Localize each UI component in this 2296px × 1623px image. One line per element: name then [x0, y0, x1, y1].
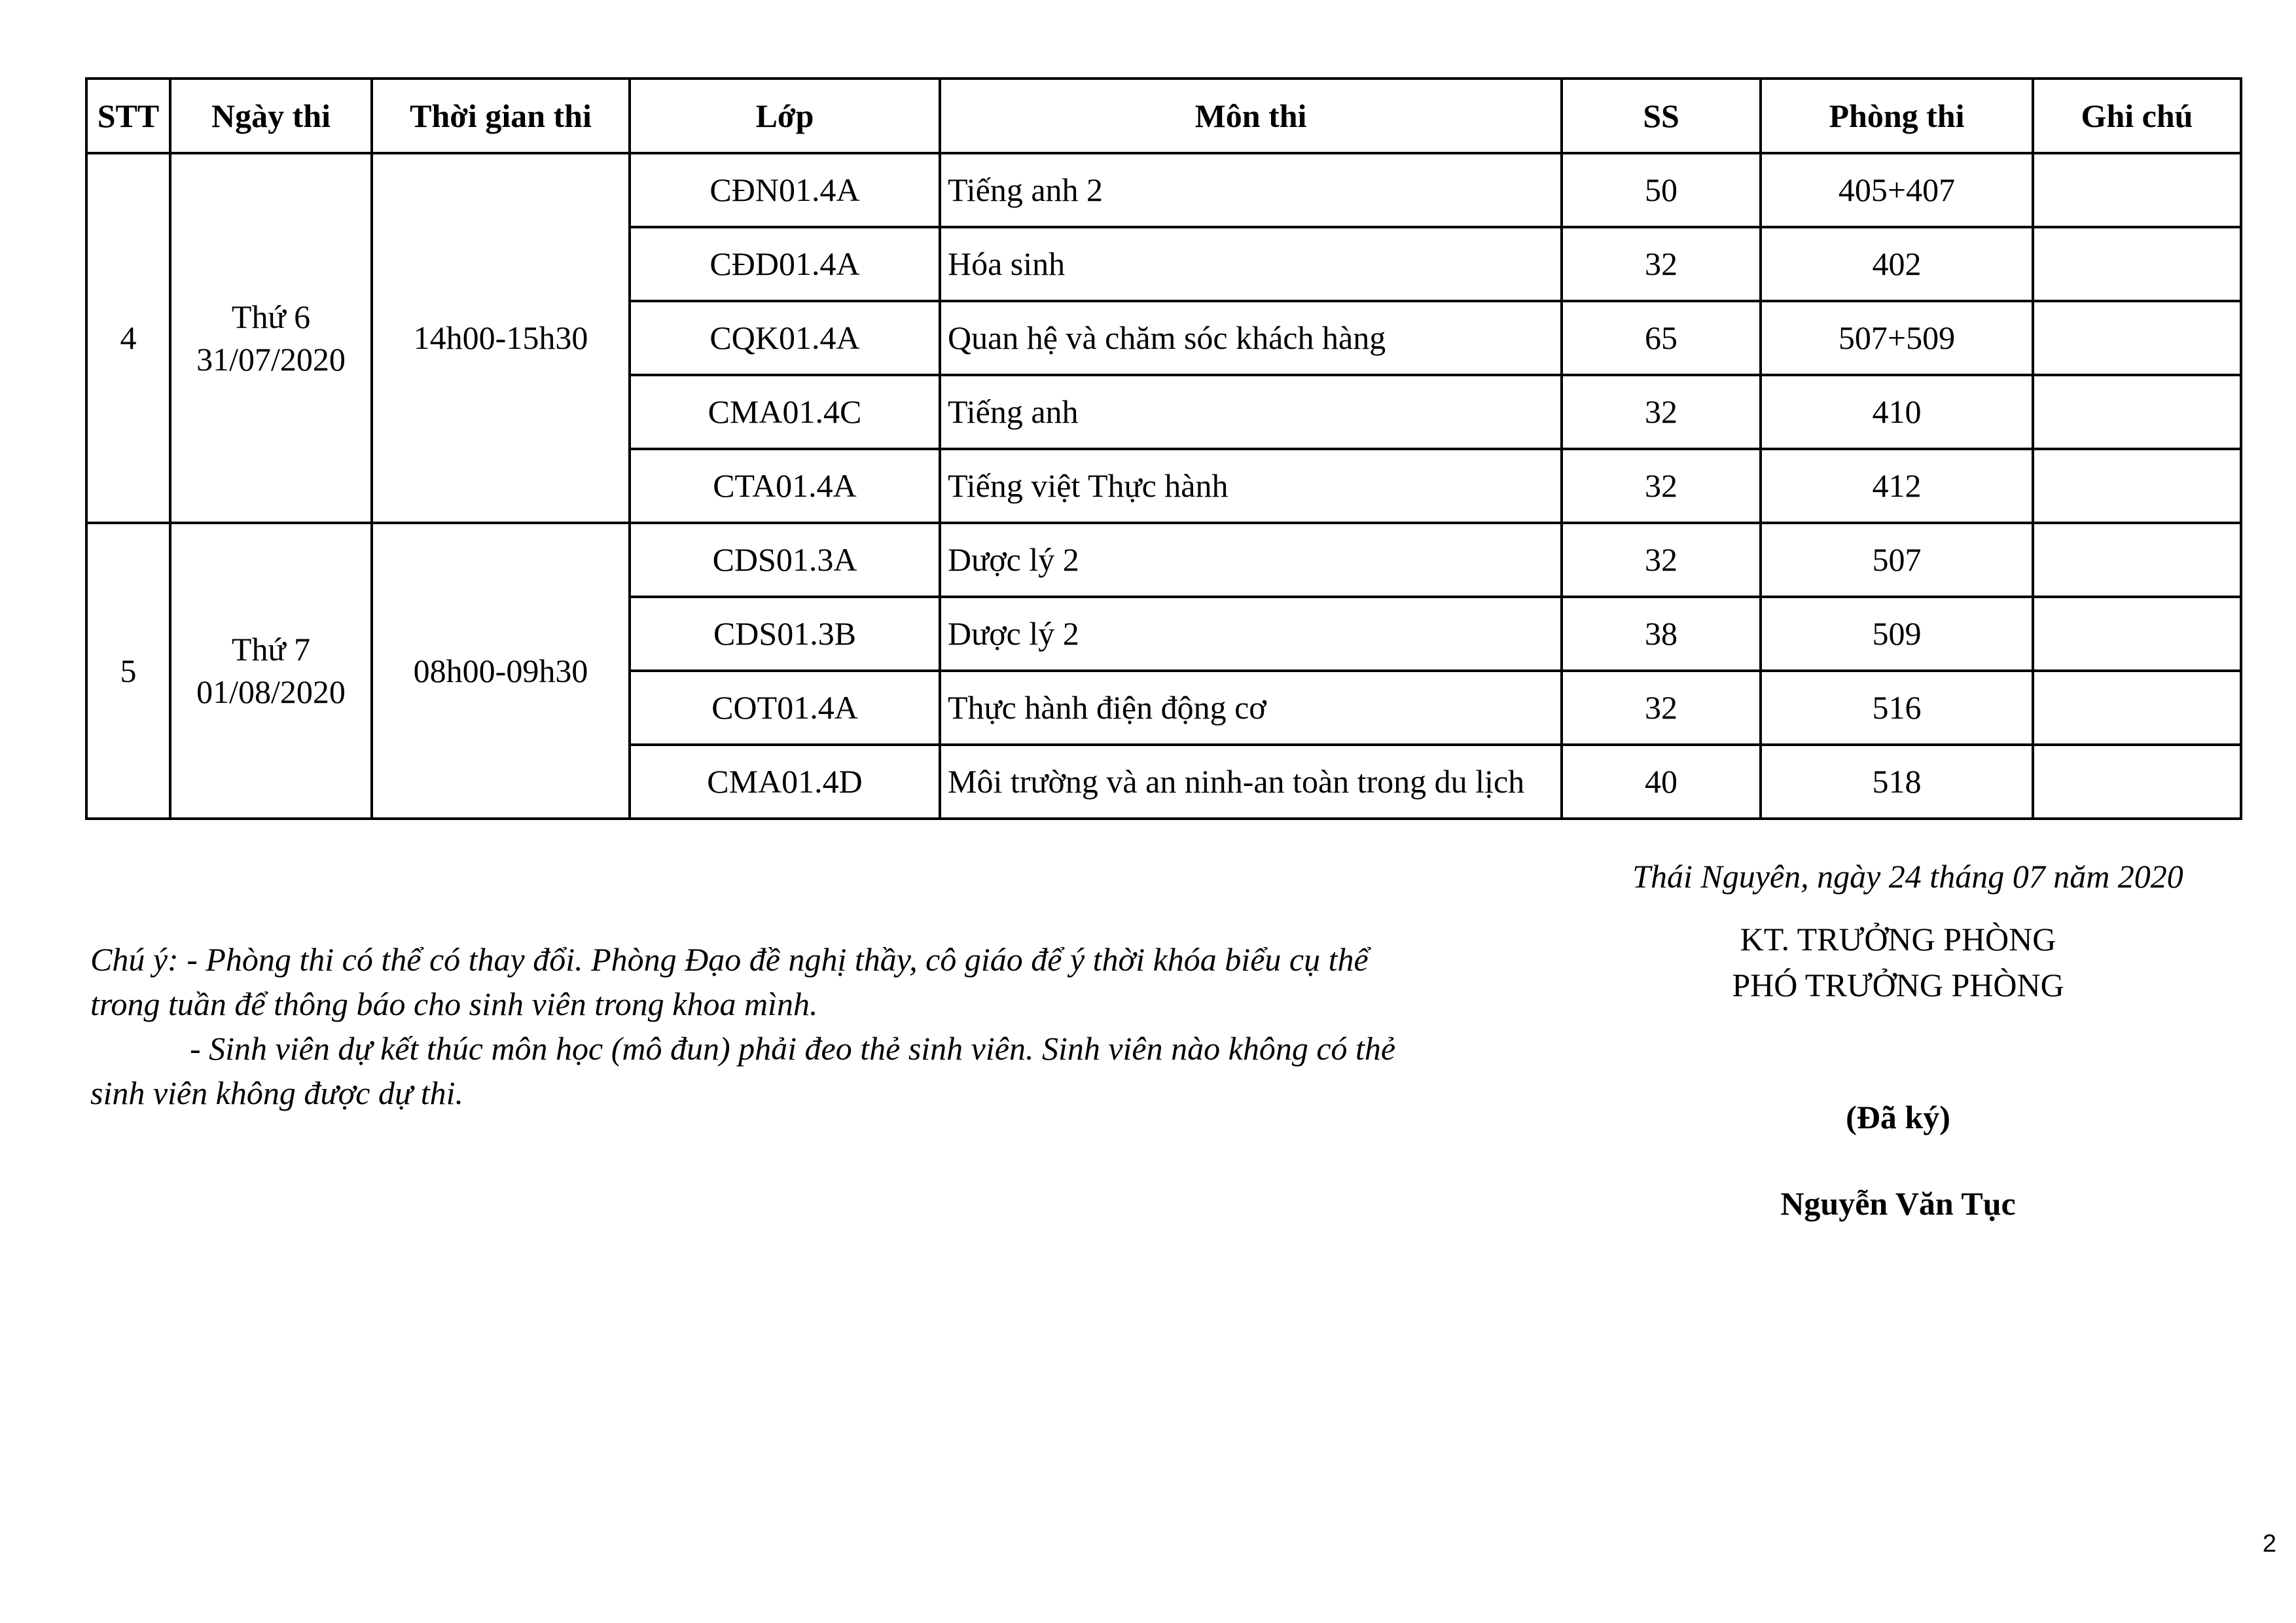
table-row — [86, 153, 2241, 227]
ss-cell: 32 — [1562, 523, 1761, 597]
room-cell: 402 — [1761, 227, 2033, 301]
page-number: 2 — [2262, 1530, 2276, 1558]
subject-cell: Dược lý 2 — [940, 597, 1562, 671]
table-header-row — [86, 79, 2241, 153]
note-cell — [2033, 597, 2241, 671]
exam-weekday: Thứ 6 — [231, 298, 311, 335]
exam-schedule-table — [85, 77, 2242, 820]
room-cell: 405+407 — [1761, 153, 2033, 227]
room-cell: 412 — [1761, 449, 2033, 523]
header-note: Ghi chú — [2033, 79, 2241, 153]
note-cell — [2033, 449, 2241, 523]
exam-time-cell: 14h00-15h30 — [372, 153, 630, 523]
ss-cell: 65 — [1562, 301, 1761, 375]
class-cell: CĐN01.4A — [630, 153, 940, 227]
header-ss: SS — [1562, 79, 1761, 153]
exam-time-cell: 08h00-09h30 — [372, 523, 630, 819]
exam-date-cell — [170, 523, 372, 819]
stt-cell: 5 — [86, 523, 170, 819]
stt-cell: 4 — [86, 153, 170, 523]
room-cell: 516 — [1761, 671, 2033, 745]
exam-weekday: Thứ 7 — [231, 631, 311, 668]
notice-line: sinh viên không được dự thi. — [90, 1075, 464, 1111]
class-cell: CDS01.3A — [630, 523, 940, 597]
note-cell — [2033, 375, 2241, 449]
room-cell: 518 — [1761, 745, 2033, 819]
note-cell — [2033, 301, 2241, 375]
class-cell: CQK01.4A — [630, 301, 940, 375]
notice-line: Chú ý: - Phòng thi có thể có thay đổi. Phòng Đạo đề nghị thầy, cô giáo để ý thời khóa biểu cụ thể — [90, 941, 1369, 978]
place-date: Thái Nguyên, ngày 24 tháng 07 năm 2020 — [1632, 858, 2183, 895]
header-class: Lớp — [630, 79, 940, 153]
signer-title-line1: KT. TRƯỞNG PHÒNG — [1740, 921, 2056, 957]
class-cell: CDS01.3B — [630, 597, 940, 671]
header-exam-time: Thời gian thi — [372, 79, 630, 153]
class-cell: COT01.4A — [630, 671, 940, 745]
room-cell: 410 — [1761, 375, 2033, 449]
notice-line: - Sinh viên dự kết thúc môn học (mô đun) phải đeo thẻ sinh viên. Sinh viên nào không có thẻ — [190, 1030, 1396, 1067]
subject-cell: Tiếng anh — [940, 375, 1562, 449]
subject-cell: Quan hệ và chăm sóc khách hàng — [940, 301, 1562, 375]
class-cell: CMA01.4C — [630, 375, 940, 449]
room-cell: 507 — [1761, 523, 2033, 597]
ss-cell: 32 — [1562, 375, 1761, 449]
signer-name: Nguyễn Văn Tục — [1780, 1185, 2016, 1222]
ss-cell: 38 — [1562, 597, 1761, 671]
room-cell: 509 — [1761, 597, 2033, 671]
class-cell: CTA01.4A — [630, 449, 940, 523]
exam-date-cell — [170, 153, 372, 523]
subject-cell: Dược lý 2 — [940, 523, 1562, 597]
ss-cell: 50 — [1562, 153, 1761, 227]
subject-cell: Tiếng anh 2 — [940, 153, 1562, 227]
subject-cell: Môi trường và an ninh-an toàn trong du lịch — [940, 745, 1562, 819]
class-cell: CMA01.4D — [630, 745, 940, 819]
table-row — [86, 523, 2241, 597]
note-cell — [2033, 523, 2241, 597]
header-exam-date: Ngày thi — [170, 79, 372, 153]
subject-cell: Hóa sinh — [940, 227, 1562, 301]
subject-cell: Tiếng việt Thực hành — [940, 449, 1562, 523]
note-cell — [2033, 153, 2241, 227]
class-cell: CĐD01.4A — [630, 227, 940, 301]
signer-title-line2: PHÓ TRƯỞNG PHÒNG — [1732, 967, 2064, 1003]
notice-line: trong tuần để thông báo cho sinh viên trong khoa mình. — [90, 986, 818, 1022]
header-room: Phòng thi — [1761, 79, 2033, 153]
note-cell — [2033, 227, 2241, 301]
subject-cell: Thực hành điện động cơ — [940, 671, 1562, 745]
room-cell: 507+509 — [1761, 301, 2033, 375]
note-cell — [2033, 671, 2241, 745]
notice — [90, 937, 1530, 1115]
ss-cell: 32 — [1562, 227, 1761, 301]
header-stt: STT — [86, 79, 170, 153]
note-cell — [2033, 745, 2241, 819]
signed-mark: (Đã ký) — [1846, 1099, 1950, 1135]
ss-cell: 32 — [1562, 671, 1761, 745]
ss-cell: 40 — [1562, 745, 1761, 819]
ss-cell: 32 — [1562, 449, 1761, 523]
signature-block — [1590, 916, 2206, 1226]
exam-date: 31/07/2020 — [196, 340, 346, 378]
exam-date: 01/08/2020 — [196, 673, 346, 710]
header-subject: Môn thi — [940, 79, 1562, 153]
